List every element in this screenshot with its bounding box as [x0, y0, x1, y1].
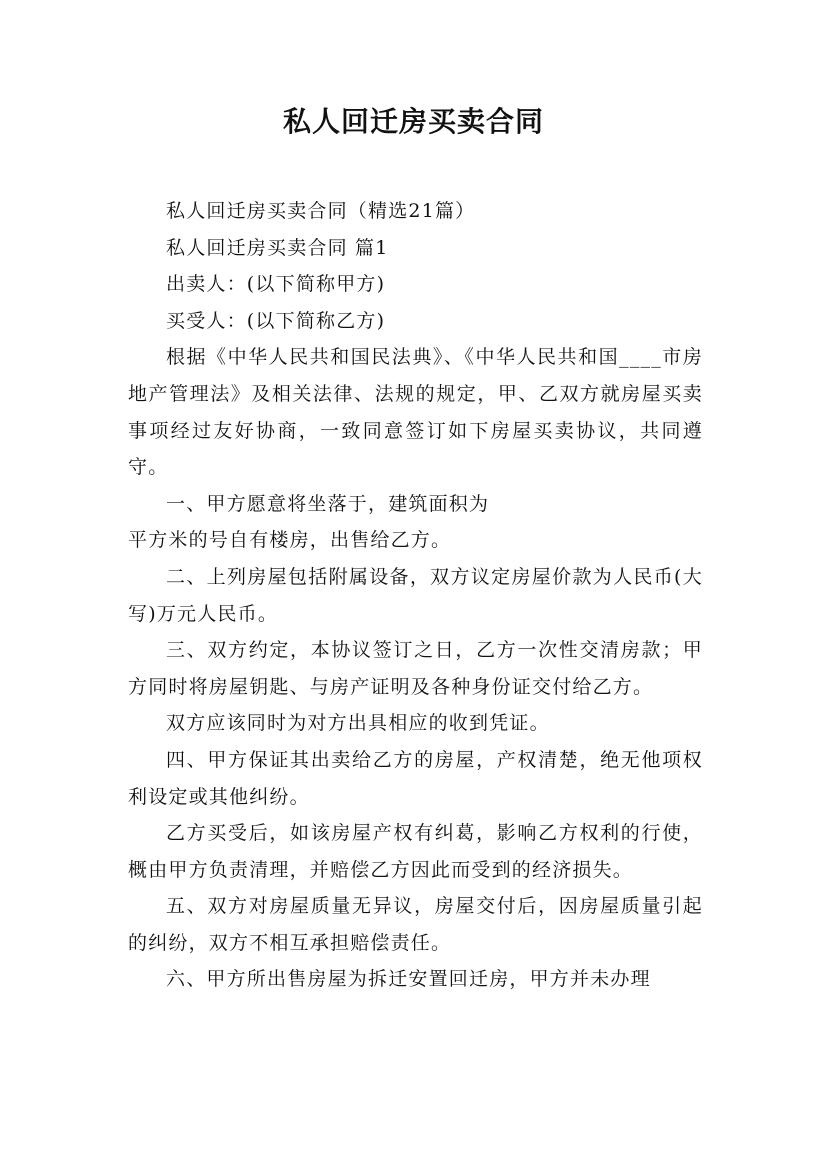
paragraph: 买受人：(以下简称乙方): [166, 309, 386, 332]
paragraph: 五、双方对房屋质量无异议，房屋交付后，因房屋质量引起的纠纷，双方不相互承担赔偿责任。: [128, 895, 703, 954]
paragraph: 平方米的号自有楼房，出售给乙方。: [128, 529, 452, 552]
paragraph: 四、甲方保证其出卖给乙方的房屋，产权清楚，绝无他项权利设定或其他纠纷。: [128, 748, 703, 808]
paragraph: 乙方买受后，如该房屋产权有纠葛，影响乙方权利的行使，概由甲方负责清理，并赔偿乙方因此而受到的经济损失。: [128, 822, 703, 881]
paragraph: 出卖人：(以下简称甲方): [166, 273, 386, 296]
paragraph: 二、上列房屋包括附属设备，双方议定房屋价款为人民币(大写)万元人民币。: [128, 565, 703, 625]
paragraph: 私人回迁房买卖合同 篇1: [166, 236, 389, 259]
paragraph: 私人回迁房买卖合同（精选21篇）: [166, 200, 476, 222]
paragraph: 一、甲方愿意将坐落于，建筑面积为: [166, 492, 490, 515]
document-body: [128, 193, 703, 998]
paragraph: 六、甲方所出售房屋为拆迁安置回迁房，甲方并未办理: [166, 968, 651, 991]
paragraph: 根据《中华人民共和国民法典》、《中华人民共和国____市房地产管理法》及相关法律、法规的规定，甲、乙双方就房屋买卖事项经过友好协商，一致同意签订如下房屋买卖协议，共同遵守。: [128, 346, 703, 479]
document-title: 私人回迁房买卖合同: [282, 105, 544, 138]
paragraph: 双方应该同时为对方出具相应的收到凭证。: [166, 712, 550, 735]
paragraph: 三、双方约定，本协议签订之日，乙方一次性交清房款；甲方同时将房屋钥匙、与房产证明及各种身份证交付给乙方。: [128, 639, 703, 698]
